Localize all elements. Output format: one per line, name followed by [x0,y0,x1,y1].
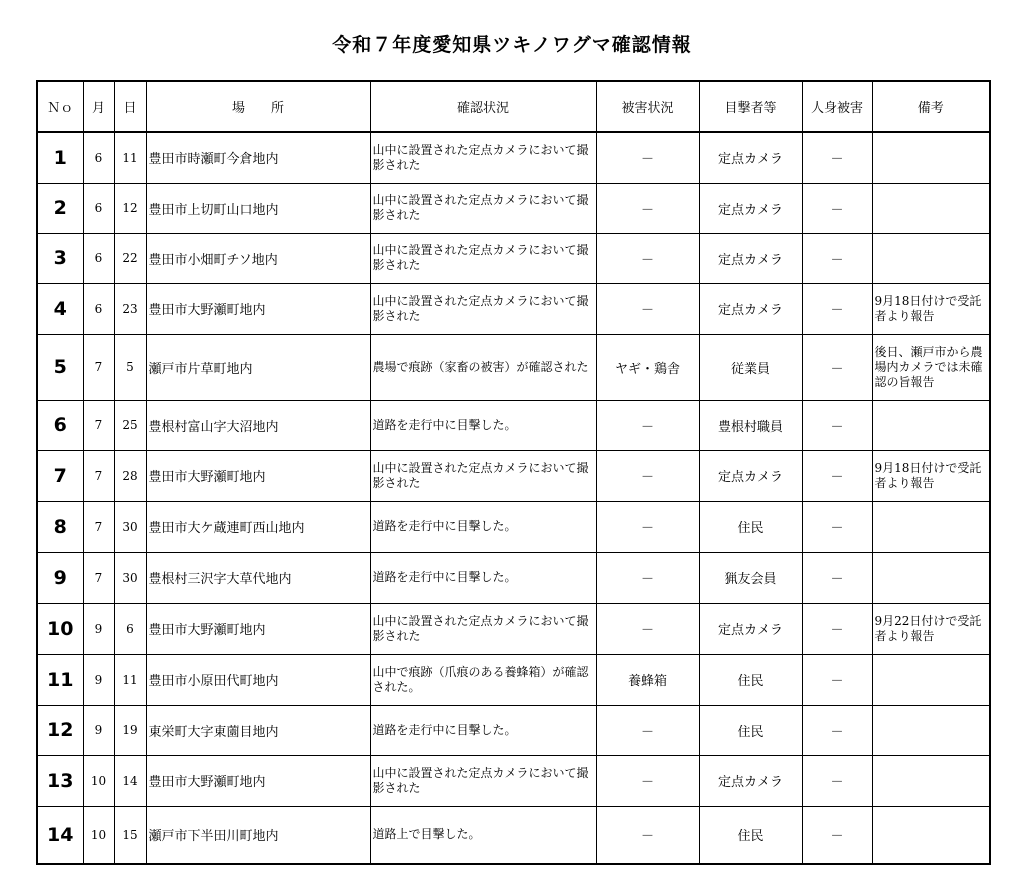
witness-cell: 猟友会員 [699,552,802,603]
damage-cell: － [596,283,699,334]
witness-cell: 従業員 [699,334,802,400]
no-cell: 12 [37,705,83,755]
place-cell: 豊田市大野瀬町地内 [146,603,370,654]
injury-cell: － [802,233,872,283]
remarks-cell: 後日、瀬戸市から農場内カメラでは未確認の旨報告 [872,334,990,400]
header-damage: 被害状況 [596,81,699,132]
remarks-cell: 9月18日付けで受託者より報告 [872,283,990,334]
day-cell: 30 [114,552,146,603]
day-cell: 11 [114,654,146,705]
damage-cell: － [596,806,699,864]
no-cell: 14 [37,806,83,864]
place-cell: 豊田市時瀬町今倉地内 [146,132,370,183]
bear-sighting-table [36,80,991,865]
month-cell: 6 [83,233,114,283]
injury-cell: － [802,806,872,864]
status-cell: 山中に設置された定点カメラにおいて撮影された [370,132,596,183]
place-cell: 豊田市上切町山口地内 [146,183,370,233]
table-row [37,233,990,283]
no-cell: 13 [37,755,83,806]
header-injury: 人身被害 [802,81,872,132]
injury-cell: － [802,334,872,400]
witness-cell: 豊根村職員 [699,400,802,450]
no-cell: 10 [37,603,83,654]
table-row [37,450,990,501]
witness-cell: 住民 [699,654,802,705]
injury-cell: － [802,400,872,450]
day-cell: 12 [114,183,146,233]
table-row [37,603,990,654]
month-cell: 6 [83,132,114,183]
remarks-cell: 9月22日付けで受託者より報告 [872,603,990,654]
day-cell: 14 [114,755,146,806]
table-row [37,755,990,806]
place-cell: 豊根村三沢字大草代地内 [146,552,370,603]
status-cell: 山中に設置された定点カメラにおいて撮影された [370,450,596,501]
damage-cell: － [596,705,699,755]
no-cell: 7 [37,450,83,501]
status-cell: 山中に設置された定点カメラにおいて撮影された [370,283,596,334]
status-cell: 農場で痕跡（家畜の被害）が確認された [370,334,596,400]
month-cell: 7 [83,334,114,400]
month-cell: 6 [83,183,114,233]
remarks-cell [872,183,990,233]
no-cell: 8 [37,501,83,552]
day-cell: 11 [114,132,146,183]
witness-cell: 住民 [699,501,802,552]
injury-cell: － [802,450,872,501]
no-cell: 1 [37,132,83,183]
place-cell: 瀬戸市片草町地内 [146,334,370,400]
witness-cell: 定点カメラ [699,283,802,334]
damage-cell: － [596,501,699,552]
remarks-cell [872,233,990,283]
place-cell: 豊田市大野瀬町地内 [146,755,370,806]
status-cell: 道路を走行中に目撃した。 [370,552,596,603]
witness-cell: 定点カメラ [699,603,802,654]
remarks-cell [872,501,990,552]
no-cell: 9 [37,552,83,603]
day-cell: 22 [114,233,146,283]
table-row [37,501,990,552]
place-cell: 豊田市小原田代町地内 [146,654,370,705]
table-row [37,334,990,400]
status-cell: 道路を走行中に目撃した。 [370,501,596,552]
month-cell: 7 [83,450,114,501]
status-cell: 道路を走行中に目撃した。 [370,705,596,755]
witness-cell: 定点カメラ [699,450,802,501]
month-cell: 10 [83,755,114,806]
injury-cell: － [802,654,872,705]
status-cell: 山中に設置された定点カメラにおいて撮影された [370,183,596,233]
damage-cell: － [596,603,699,654]
table-row [37,183,990,233]
header-day: 日 [114,81,146,132]
no-cell: 6 [37,400,83,450]
remarks-cell [872,755,990,806]
injury-cell: － [802,501,872,552]
table-row [37,705,990,755]
injury-cell: － [802,705,872,755]
injury-cell: － [802,183,872,233]
damage-cell: ヤギ・鶏舎 [596,334,699,400]
month-cell: 7 [83,400,114,450]
table-row [37,400,990,450]
damage-cell: － [596,183,699,233]
day-cell: 15 [114,806,146,864]
day-cell: 25 [114,400,146,450]
remarks-cell [872,400,990,450]
no-cell: 3 [37,233,83,283]
place-cell: 豊田市小畑町チソ地内 [146,233,370,283]
place-cell: 豊田市大野瀬町地内 [146,450,370,501]
witness-cell: 定点カメラ [699,132,802,183]
status-cell: 山中に設置された定点カメラにおいて撮影された [370,233,596,283]
status-cell: 山中で痕跡（爪痕のある養蜂箱）が確認された。 [370,654,596,705]
header-status: 確認状況 [370,81,596,132]
place-cell: 瀬戸市下半田川町地内 [146,806,370,864]
damage-cell: － [596,132,699,183]
header-place: 場 所 [146,81,370,132]
damage-cell: － [596,552,699,603]
remarks-cell: 9月18日付けで受託者より報告 [872,450,990,501]
header-witness: 目撃者等 [699,81,802,132]
no-cell: 5 [37,334,83,400]
remarks-cell [872,132,990,183]
witness-cell: 定点カメラ [699,183,802,233]
place-cell: 豊田市大ケ蔵連町西山地内 [146,501,370,552]
witness-cell: 住民 [699,806,802,864]
month-cell: 9 [83,705,114,755]
damage-cell: 養蜂箱 [596,654,699,705]
day-cell: 6 [114,603,146,654]
remarks-cell [872,552,990,603]
damage-cell: － [596,755,699,806]
injury-cell: － [802,132,872,183]
injury-cell: － [802,283,872,334]
place-cell: 東栄町大字東薗目地内 [146,705,370,755]
status-cell: 道路を走行中に目撃した。 [370,400,596,450]
day-cell: 30 [114,501,146,552]
status-cell: 山中に設置された定点カメラにおいて撮影された [370,603,596,654]
month-cell: 6 [83,283,114,334]
witness-cell: 定点カメラ [699,233,802,283]
damage-cell: － [596,400,699,450]
place-cell: 豊田市大野瀬町地内 [146,283,370,334]
remarks-cell [872,806,990,864]
no-cell: 4 [37,283,83,334]
damage-cell: － [596,233,699,283]
month-cell: 9 [83,603,114,654]
table-row [37,806,990,864]
place-cell: 豊根村富山字大沼地内 [146,400,370,450]
month-cell: 9 [83,654,114,705]
remarks-cell [872,654,990,705]
month-cell: 7 [83,552,114,603]
day-cell: 28 [114,450,146,501]
table-row [37,654,990,705]
table-row [37,283,990,334]
day-cell: 23 [114,283,146,334]
day-cell: 19 [114,705,146,755]
header-row [37,81,990,132]
month-cell: 10 [83,806,114,864]
month-cell: 7 [83,501,114,552]
header-month: 月 [83,81,114,132]
remarks-cell [872,705,990,755]
witness-cell: 住民 [699,705,802,755]
damage-cell: － [596,450,699,501]
status-cell: 山中に設置された定点カメラにおいて撮影された [370,755,596,806]
no-cell: 2 [37,183,83,233]
injury-cell: － [802,552,872,603]
status-cell: 道路上で目撃した。 [370,806,596,864]
injury-cell: － [802,603,872,654]
table-row [37,552,990,603]
table-body [37,132,990,864]
header-no: Ｎｏ [37,81,83,132]
injury-cell: － [802,755,872,806]
header-remarks: 備考 [872,81,990,132]
no-cell: 11 [37,654,83,705]
witness-cell: 定点カメラ [699,755,802,806]
day-cell: 5 [114,334,146,400]
table-row [37,132,990,183]
page-title: 令和７年度愛知県ツキノワグマ確認情報 [332,34,692,56]
